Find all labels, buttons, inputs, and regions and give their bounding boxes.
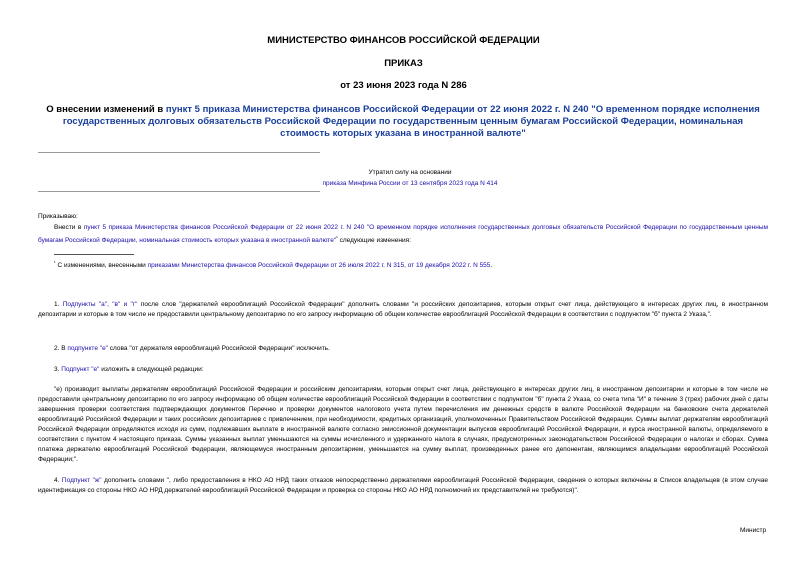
paragraph-4 [38, 476, 768, 496]
intro-paragraph [38, 223, 768, 246]
order-word: Приказываю: [38, 213, 78, 220]
footnote-link[interactable]: приказами Министерства финансов Российской Федерации от 26 июля 2022 г. N 315, от 19 декабря 2022 г. N 555 [147, 262, 491, 270]
paragraph-1 [38, 300, 768, 320]
intro-link[interactable]: пункт 5 приказа Министерства финансов Российской Федерации от 22 июня 2022 г. N 240 "О временном порядке исполнения государственных долговых обязательств Российской Федерации по государственным ценным бумагам Российской Федерации, номинальная стоимость которых указана в иностранной валюте" [38, 224, 768, 245]
signature-position: Министр [740, 527, 767, 534]
document-title [38, 104, 768, 140]
p1-number: 1. [54, 301, 63, 308]
separator-line [38, 152, 320, 153]
paragraph-3 [38, 365, 768, 375]
repeal-text: Утратил силу на основании [368, 169, 452, 176]
document-date-number: от 23 июня 2023 года N 286 [340, 80, 467, 91]
p1-text: после слов "держателей еврооблигаций Российской Федерации" дополнить словами "и российских депозитариев, которым открыт счет лица, действующего в интересах других лиц, в иностранном депозитарии и которые в том числе не предоставили центральному депозитарию по его запросу информацию об общем количестве еврооблигаций Российской Федерации в соответствии с подпунктом "б" пункта 2 Указа,". [38, 301, 768, 318]
footnote-separator [54, 254, 134, 255]
footnote [54, 258, 768, 271]
p4-text: дополнить словами ", либо предоставления в НКО АО НРД таких отказов непосредственно держателями еврооблигаций Российской Федерации, сведения о которых включены в Список владельцев (в этом случае идентификация со стороны НКО АО НРД держателей еврооблигаций Российской Федерации и проверка со стороны НКО АО НРД полномочий их представителей не требуются)". [38, 477, 768, 494]
p3-number: 3. [54, 366, 62, 373]
p4-link[interactable]: Подпункт "ж" [61, 477, 102, 484]
footnote-mark: ¹ [54, 260, 56, 266]
title-link[interactable]: пункт 5 приказа Министерства финансов Российской Федерации от 22 июня 2022 г. N 240 "О временном порядке исполнения государственных долговых обязательств Российской Федерации по государственным ценным бумагам Российской Федерации, номинальная стоимость которых указана в иностранной валюте" [62, 104, 760, 139]
p3-link[interactable]: Подпункт "е" [61, 366, 100, 373]
ministry-heading: МИНИСТЕРСТВО ФИНАНСОВ РОССИЙСКОЙ ФЕДЕРАЦИИ [267, 35, 540, 46]
intro-text-end: следующие изменения: [337, 237, 411, 245]
paragraph-2 [38, 344, 768, 354]
repeal-note [300, 167, 520, 189]
p1-link[interactable]: Подпункты "а", "в" и "г" [62, 301, 138, 308]
intro-text: Внести в [54, 224, 84, 231]
p4-number: 4. [54, 477, 62, 484]
p2-link[interactable]: подпункте "е" [67, 345, 108, 352]
footnote-ref[interactable]: ¹ [336, 235, 338, 241]
footnote-text-end: . [490, 262, 493, 270]
p2-number: 2. В [54, 345, 68, 352]
title-text: О внесении изменений в [46, 104, 166, 115]
footnote-text: С изменениями, внесенными [55, 262, 148, 270]
p3-text: изложить в следующей редакции: [99, 366, 204, 373]
paragraph-3-quote: "е) производит выплаты держателям еврооблигаций Российской Федерации и российским депозитариям, которым открыт счет лица, действующего в интересах других лиц, в иностранном депозитарии и которые в том числе не предоставили центральному депозитарию по его запросу информацию об общем количестве еврооблигаций Российской Федерации в соответствии с подпунктом "б" пункта 2 Указа, со счета типа "И" в течение 3 (трех) рабочих дней с даты завершения проверки соответствия подтверждающих документов Перечню и проверки документов налогового учета путем перечисления им денежных средств в валюте Российской Федерации на банковские счета держателей еврооблигаций Российской Федерации и таких российских депозитариев с привлечением, при необходимости, кредитных организаций, уполномоченных Правительством Российской Федерации. Суммы выплат держателям еврооблигаций Российской Федерации определяются исходя из сумм, подлежавших выплате в иностранной валюте согласно эмиссионной документации выпусков еврооблигаций Российской Федерации, и курса иностранной валюты, определяемого в соответствии с пунктом 4 настоящего приказа. Суммы указанных выплат уменьшаются на суммы исчисленного и удержанного налога в случаях, предусмотренных законодательством Российской Федерации о налогах и сборах. Сумма платежа держателю еврооблигаций Российской Федерации, являющемуся иностранным депозитарием, уменьшается на сумму выплат, произведенных ранее его депонентам, являющимся владельцами еврооблигаций Российской Федерации;". [38, 386, 768, 463]
document-type: ПРИКАЗ [384, 58, 423, 69]
p2-text: слова "от держателя еврооблигаций Российской Федерации" исключить. [108, 345, 330, 352]
separator-line [38, 191, 320, 192]
repeal-link[interactable]: приказа Минфина России от 13 сентября 2023 года N 414 [322, 180, 498, 187]
